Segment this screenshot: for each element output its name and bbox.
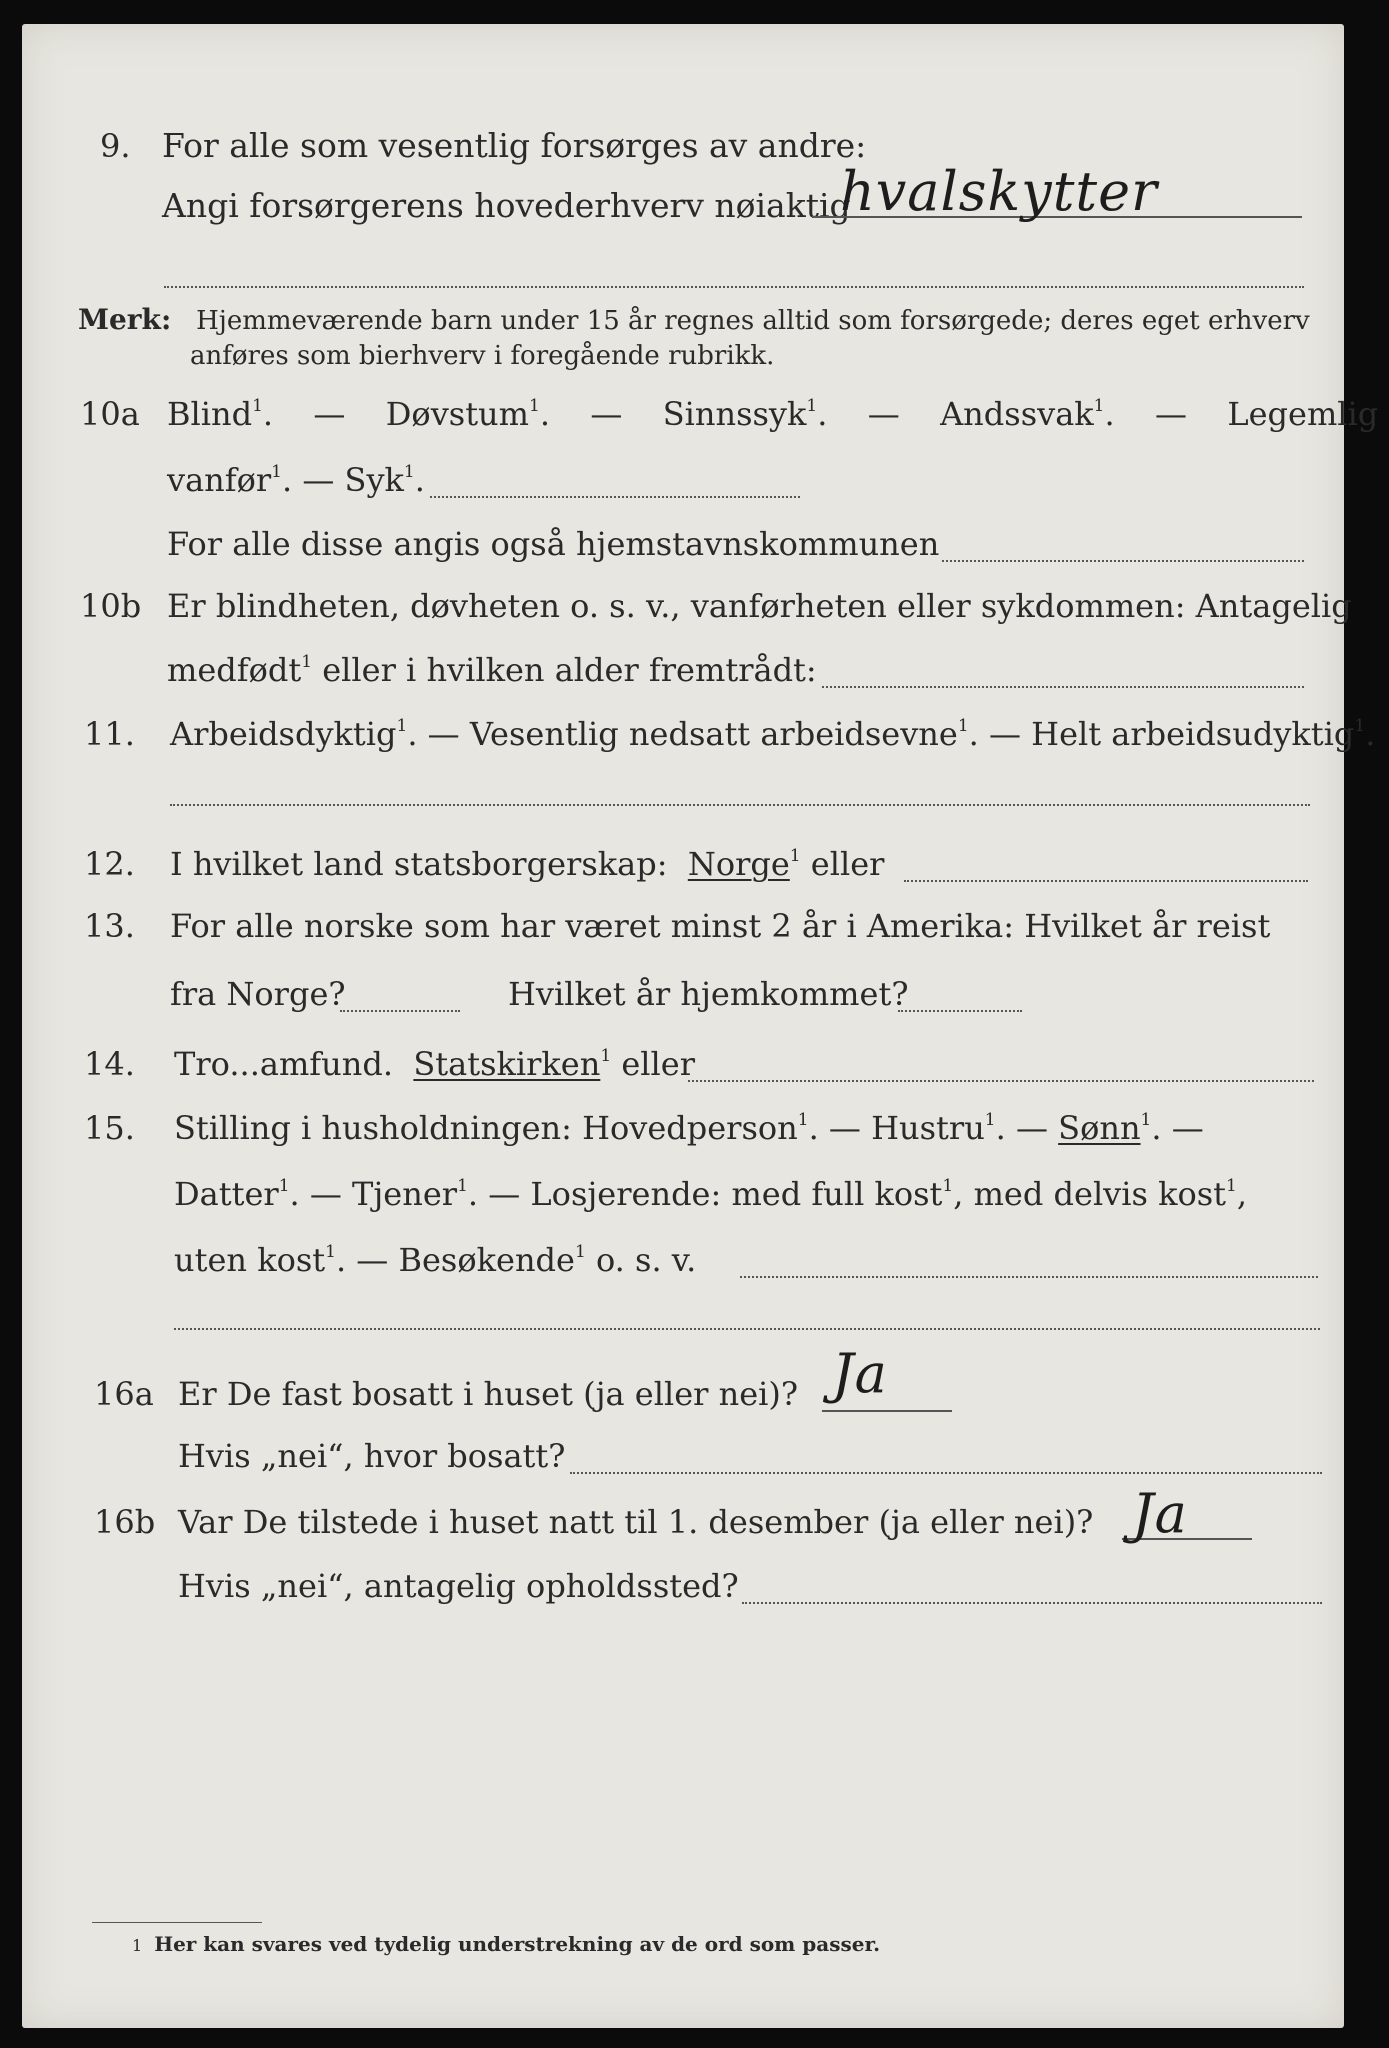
dash: . — [1151, 1109, 1204, 1147]
q10a-line3: For alle disse angis også hjemstavnskommunen [167, 525, 940, 563]
nedsatt-option: . — Vesentlig nedsatt arbeidsevne [407, 715, 958, 753]
sup: 1 [301, 652, 313, 672]
andssvak-option: Andssvak [940, 395, 1094, 433]
sup: 1 [457, 1176, 468, 1196]
q14-line1 [174, 1044, 695, 1084]
dot: . [282, 461, 293, 499]
merk-text1: Hjemmeværende barn under 15 år regnes alltid som forsørgede; deres eget erhverv [196, 306, 1310, 336]
q16a-dots [570, 1472, 1322, 1474]
merk-label: Merk: [78, 303, 172, 336]
dot: . [817, 395, 828, 433]
q16b-number: 16b [94, 1503, 156, 1541]
comma: , [1236, 1175, 1248, 1213]
q13-hjemkommet: Hvilket år hjemkommet? [508, 975, 909, 1013]
sup: 1 [1354, 716, 1366, 736]
sinnssyk-option: Sinnssyk [662, 395, 807, 433]
norge-option: Norge [687, 845, 790, 883]
syk-option: Syk [344, 461, 404, 499]
q16a-line1: Er De fast bosatt i huset (ja eller nei)? [178, 1375, 799, 1413]
vanfor-option: vanfør [167, 461, 272, 499]
dot: . [262, 395, 274, 433]
q15-line2 [174, 1174, 1247, 1214]
q13-line1: For alle norske som har været minst 2 år i Amerika: Hvilket år reist [170, 907, 1271, 945]
dash: . — [995, 1109, 1059, 1147]
q13-fra-norge: fra Norge? [170, 975, 346, 1013]
q15-line1 [174, 1108, 1204, 1148]
merk-line1 [78, 302, 1310, 339]
q9-extra-line [164, 286, 1304, 288]
q9-handwritten-answer: hvalskytter [840, 160, 1158, 223]
sup: 1 [600, 1046, 612, 1066]
delvis-kost-option: , med delvis kost [953, 1175, 1227, 1213]
sup: 1 [278, 1176, 290, 1196]
q9-line1: For alle som vesentlig forsørges av andre: [162, 126, 867, 165]
q12-eller: eller [800, 845, 885, 883]
merk-line2: anføres som bierhverv i foregående rubrikk. [190, 341, 775, 371]
q15-number: 15. [84, 1109, 135, 1147]
sup: 1 [574, 1242, 586, 1262]
q16a-answer-line [822, 1410, 952, 1412]
sup: 1 [797, 1110, 809, 1130]
q10b-line1: Er blindheten, døvheten o. s. v., vanførheten eller sykdommen: Antagelig [167, 587, 1352, 625]
dot: . [1365, 715, 1376, 753]
statskirken-option: Statskirken [413, 1045, 601, 1083]
q10b-dots [822, 686, 1304, 688]
arbeidsdyktig-option: Arbeidsdyktig [170, 715, 397, 753]
sonn-option: Sønn [1058, 1109, 1141, 1147]
sup: 1 [806, 396, 818, 416]
q15-line3-dots [740, 1276, 1318, 1278]
q10a-number: 10a [80, 395, 140, 433]
medfodt-option: medfødt [167, 651, 302, 689]
trossamfund-label: Tro...amfund. [174, 1045, 393, 1083]
q12-text: I hvilket land statsborgerskap: [170, 845, 668, 883]
q16b-line2: Hvis „nei“, antagelig opholdssted? [178, 1567, 739, 1605]
q11-line1 [170, 714, 1375, 754]
dovstum-option: Døvstum [385, 395, 529, 433]
dash: — [867, 395, 900, 433]
q12-dots [904, 880, 1308, 882]
q10a-line1 [167, 394, 1378, 434]
q12-line1 [170, 844, 884, 884]
legemlig-option: Legemlig [1227, 395, 1379, 433]
q9-line2: Angi forsørgerens hovederhverv nøiaktig [162, 186, 851, 225]
q9-number: 9. [100, 127, 131, 165]
q16b-handwritten-answer: Ja [1132, 1482, 1188, 1545]
q16a-handwritten-answer: Ja [832, 1342, 888, 1405]
q13-number: 13. [84, 907, 135, 945]
q10a-line3-dots [942, 560, 1304, 562]
footnote [132, 1930, 880, 1960]
hustru-option: . — Hustru [808, 1109, 985, 1147]
dash: — [1155, 395, 1187, 433]
q10a-line2 [167, 460, 425, 500]
q15-extra-line [174, 1328, 1320, 1330]
q16a-number: 16a [94, 1375, 154, 1413]
footnote-number: 1 [132, 1936, 143, 1955]
q11-number: 11. [84, 715, 135, 753]
q15-line3 [174, 1240, 696, 1280]
q13-hjem-dots [898, 1010, 1022, 1012]
q14-eller: eller [611, 1045, 695, 1083]
q11-extra-line [170, 804, 1310, 806]
udyktig-option: . — Helt arbeidsudyktig [968, 715, 1355, 753]
q16b-dots [742, 1602, 1322, 1604]
sup: 1 [529, 396, 540, 416]
dash: — [302, 461, 335, 499]
sup: 1 [789, 846, 801, 866]
q16b-line1: Var De tilstede i huset natt til 1. desember (ja eller nei)? [178, 1503, 1094, 1541]
q12-number: 12. [84, 845, 135, 883]
sup: 1 [1093, 396, 1105, 416]
blind-option: Blind [167, 395, 253, 433]
tjener-option: . — Tjener [289, 1175, 458, 1213]
sup: 1 [325, 1242, 336, 1262]
footnote-text: Her kan svares ved tydelig understrekning av de ord som passer. [154, 1932, 881, 1956]
uten-kost-option: uten kost [174, 1241, 326, 1279]
osv: o. s. v. [585, 1241, 697, 1279]
q14-number: 14. [84, 1045, 135, 1083]
q14-dots [688, 1080, 1314, 1082]
q10b-line2 [167, 650, 817, 690]
dash: — [590, 395, 623, 433]
dot: . [539, 395, 550, 433]
sup: 1 [271, 462, 282, 482]
hovedperson-option: Stilling i husholdningen: Hovedperson [174, 1109, 798, 1147]
sup: 1 [942, 1176, 954, 1196]
datter-option: Datter [174, 1175, 279, 1213]
footnote-rule [92, 1922, 262, 1923]
sup: 1 [957, 716, 969, 736]
q16a-line2: Hvis „nei“, hvor bosatt? [178, 1437, 566, 1475]
sup: 1 [984, 1110, 996, 1130]
full-kost-option: . — Losjerende: med full kost [467, 1175, 943, 1213]
sup: 1 [403, 462, 415, 482]
q10b-number: 10b [80, 587, 142, 625]
sup: 1 [1226, 1176, 1237, 1196]
q10a-line2-dots [430, 496, 800, 498]
dash: — [313, 395, 346, 433]
dot: . [414, 461, 425, 499]
q10b-rest: eller i hvilken alder fremtrådt: [312, 651, 817, 689]
sup: 1 [252, 396, 263, 416]
form-page [22, 24, 1379, 2028]
q13-fra-dots [340, 1010, 460, 1012]
besokende-option: . — Besøkende [335, 1241, 575, 1279]
sup: 1 [396, 716, 408, 736]
sup: 1 [1140, 1110, 1152, 1130]
dot: . [1104, 395, 1115, 433]
